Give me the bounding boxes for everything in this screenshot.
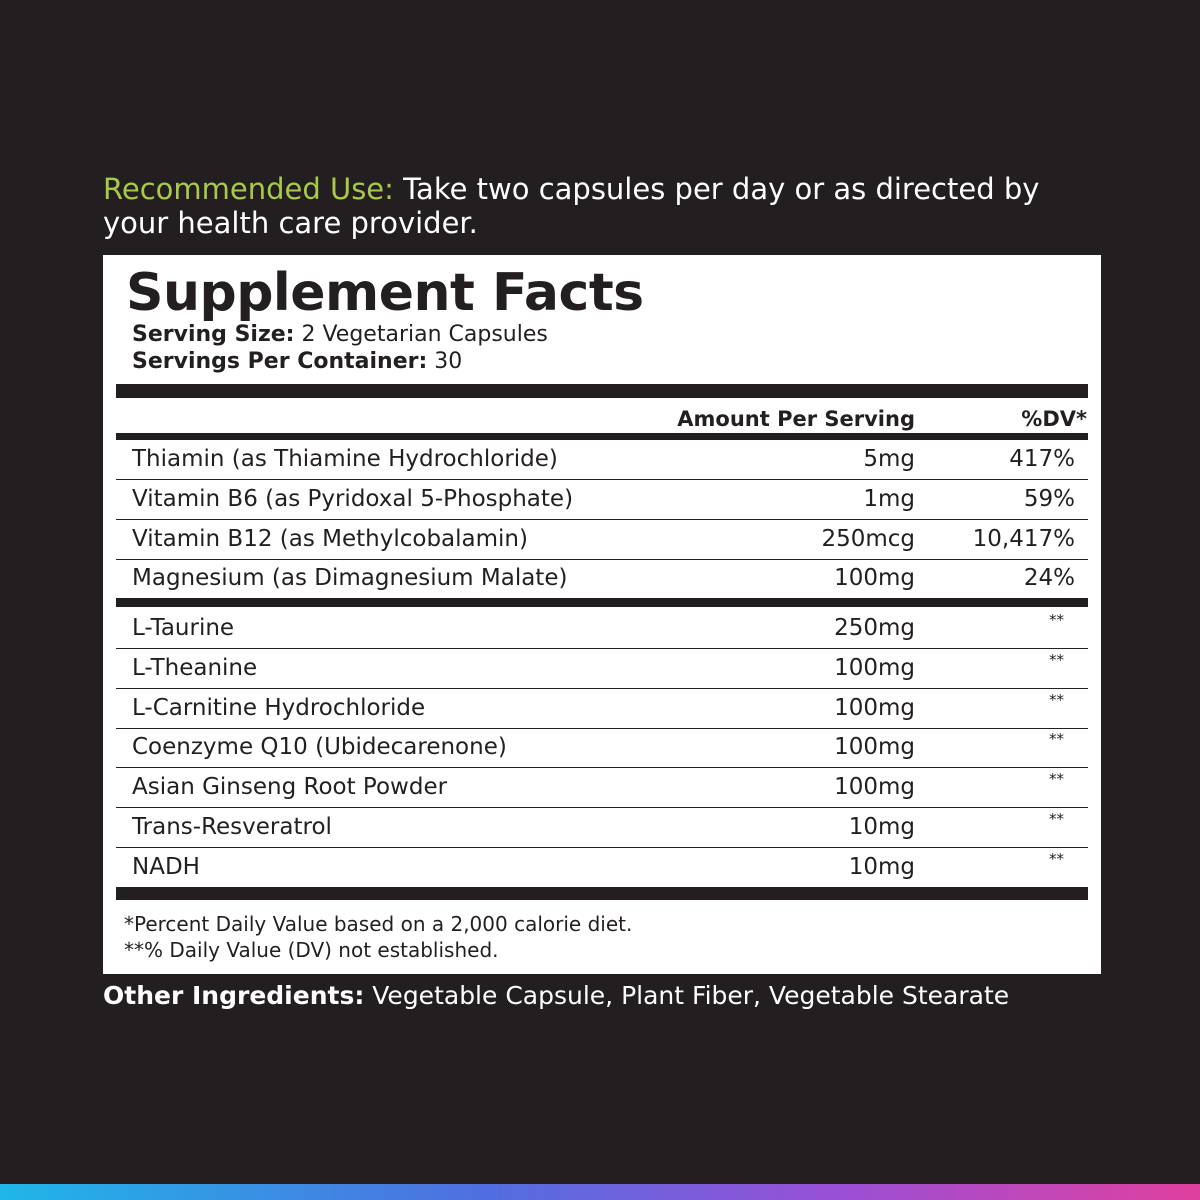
ingredient-amount: 250mg (834, 615, 915, 641)
footnote-not-established: **% Daily Value (DV) not established. (124, 938, 499, 962)
nutrient-dv: 417% (1009, 446, 1075, 472)
divider-section (116, 598, 1088, 607)
nutrient-dv: 24% (1023, 565, 1075, 591)
table-row (116, 768, 1088, 808)
table-row (116, 689, 1088, 729)
ingredient-amount: 10mg (848, 854, 915, 880)
footnote-daily-value: *Percent Daily Value based on a 2,000 calorie diet. (124, 912, 633, 936)
ingredient-amount: 100mg (834, 655, 915, 681)
serving-size (132, 322, 548, 347)
header-amount-per-serving: Amount Per Serving (677, 407, 915, 431)
ingredient-dv: ** (1049, 651, 1064, 669)
other-ingredients (103, 981, 1009, 1010)
nutrient-name: Thiamin (as Thiamine Hydrochloride) (132, 446, 558, 472)
ingredient-amount: 100mg (834, 695, 915, 721)
ingredient-dv: ** (1049, 691, 1064, 709)
table-row (116, 609, 1088, 649)
ingredient-dv: ** (1049, 850, 1064, 868)
divider-thick (116, 384, 1088, 398)
table-row (116, 520, 1088, 560)
nutrient-amount: 1mg (863, 486, 915, 512)
serving-size-value: 2 Vegetarian Capsules (294, 322, 548, 347)
other-ingredients-text: Vegetable Capsule, Plant Fiber, Vegetable Stearate (364, 981, 1010, 1010)
serving-size-label: Serving Size: (132, 322, 295, 347)
table-row (116, 649, 1088, 689)
nutrient-amount: 5mg (863, 446, 915, 472)
servings-per-container-label: Servings Per Container: (132, 349, 428, 374)
nutrient-name: Vitamin B6 (as Pyridoxal 5-Phosphate) (132, 486, 574, 512)
bottom-gradient-bar (0, 1184, 1200, 1200)
table-row (116, 728, 1088, 768)
ingredient-name: Coenzyme Q10 (Ubidecarenone) (132, 734, 507, 760)
ingredient-amount: 100mg (834, 774, 915, 800)
table-row (116, 480, 1088, 520)
table-row (116, 559, 1088, 598)
ingredient-dv: ** (1049, 730, 1064, 748)
supplement-facts-title: Supplement Facts (126, 263, 644, 323)
ingredient-name: L-Taurine (132, 615, 235, 641)
nutrient-amount: 250mcg (821, 526, 915, 552)
nutrient-dv: 59% (1023, 486, 1075, 512)
ingredient-dv: ** (1049, 810, 1064, 828)
recommended-use (103, 172, 1103, 240)
recommended-use-text: Take two capsules per day or as directed by your health care provider. (103, 172, 1040, 240)
nutrient-amount: 100mg (834, 565, 915, 591)
table-row (116, 808, 1088, 848)
servings-per-container (132, 349, 462, 374)
ingredient-name: L-Theanine (132, 655, 258, 681)
ingredient-dv: ** (1049, 770, 1064, 788)
ingredient-name: Asian Ginseng Root Powder (132, 774, 448, 800)
ingredient-name: Trans-Resveratrol (132, 814, 332, 840)
ingredient-name: L-Carnitine Hydrochloride (132, 695, 426, 721)
supplement-facts-panel (103, 255, 1101, 974)
header-daily-value: %DV* (1021, 407, 1087, 431)
nutrient-name: Vitamin B12 (as Methylcobalamin) (132, 526, 528, 552)
ingredient-amount: 10mg (848, 814, 915, 840)
ingredient-name: NADH (132, 854, 200, 880)
ingredient-amount: 100mg (834, 734, 915, 760)
divider-bottom (116, 887, 1088, 900)
nutrient-name: Magnesium (as Dimagnesium Malate) (132, 565, 568, 591)
table-row (116, 848, 1088, 887)
recommended-use-label: Recommended Use: (103, 172, 394, 206)
nutrient-dv: 10,417% (972, 526, 1075, 552)
divider-header (116, 433, 1088, 440)
ingredient-dv: ** (1049, 611, 1064, 629)
servings-per-container-value: 30 (427, 349, 463, 374)
table-row (116, 440, 1088, 480)
other-ingredients-label: Other Ingredients: (103, 981, 365, 1010)
